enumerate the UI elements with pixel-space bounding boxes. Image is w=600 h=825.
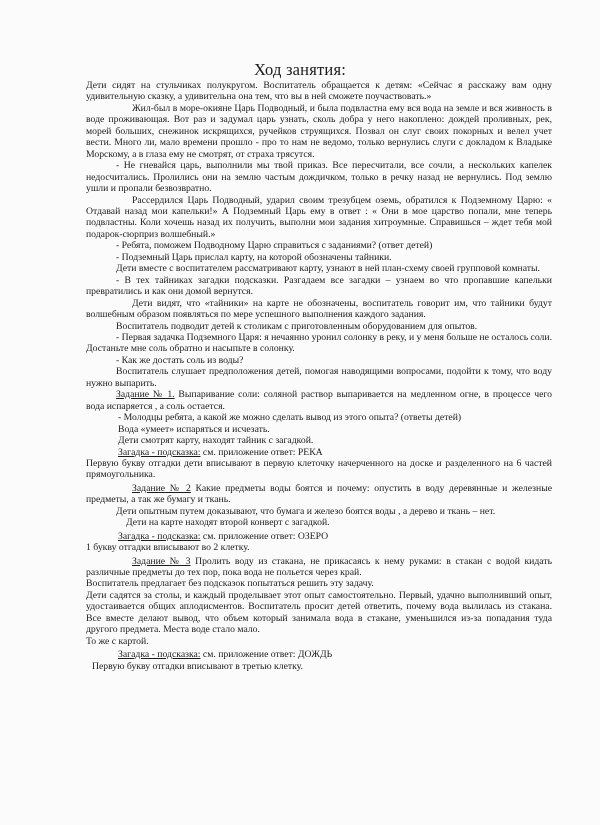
document-body [86,80,552,672]
paragraph: Жил-был в море-окияне Царь Подводный, и была подвластна ему вся вода на земле и вся живность в воде проживающая. Вот раз и задумал царь узнать, сколь добра у него накоплено: дождей проливных, рек, морей больших, снежинок искрящихся, ручейков струящихся. Позвал он слуг своих покорных и велел учет вести. Много ли, мало времени прошло - про то нам не ведомо, только вернулись слуги с докладом к Владыке Морскому, а в глаза ему не смотрят, от страха трясутся. [86,102,552,160]
task-3-paragraph [86,556,552,579]
task-3-after: Первую букву отгадки вписывают в третью клетку. [92,660,303,672]
task-3-text: Пролить воду из стакана, не прикасаясь к нему руками: в стакан с водой кидать различные предметы до тех пор, пока вода не польется через край. [86,555,552,579]
task-3-p1: Воспитатель предлагает без подсказок попытаться решить эту задачу. [86,578,374,590]
task-2-hint [86,531,552,542]
paragraph: - Первая задачка Подземного Царя: я нечаянно уронил солонку в реку, и у меня больше не осталось соли. Достаньте мне соль обратно и насыпьте в солонку. [86,331,552,355]
paragraph: Рассердился Царь Подводный, ударил своим трезубцем оземь, обратился к Подземному Царю: « Отдавай назад мои капельки!» А Подземный Царь ему в ответ : « Они в мое царство попали, мне теперь подвластны. Коли хочешь назад их получить, выполни мои задания хитроумные. Справишься – ждет тебя мой подарок-сюрприз волшебный.» [86,194,552,240]
task-1-label: Задание № 1. [116,389,175,401]
paragraph: Воспитатель подводит детей к столикам с приготовленным оборудованием для опытов. [116,320,478,332]
task-3-p3: То же с картой. [86,635,149,647]
task-3-hint [86,649,552,660]
paragraph: Дети видят, что «тайники» на карте не обозначены, воспитатель говорит им, что тайники будут волшебным образом появляться по мере успешного выполнения каждого задания. [86,297,552,321]
task-1-question: - Молодцы ребята, а какой же можно сделать вывод из этого опыта? (ответы детей) [118,412,462,424]
task-1-after: Первую букву отгадки дети вписывают в первую клеточку начерченного на доске и разделенного на 6 частей прямоугольника. [86,457,552,481]
hint-answer: см. приложение ответ: ДОЖДЬ [200,649,333,661]
paragraph: - Ребята, поможем Подводному Царю справиться с заданиями? (ответ детей) [116,240,433,252]
hint-label: Загадка - подсказка: [118,530,201,542]
task-3-p2: Дети садятся за столы, и каждый проделывает этот опыт самостоятельно. Первый, удачно выполнивший опыт, удостаивается общих аплодисментов. Воспитатель просит детей ответить, почему вода вылилась из стакана. Все вместе делают вывод, что объем который занимала вода в стакане, уменьшился из-за попадания туда другого предмета. Места воде стало мало. [86,589,552,636]
task-2-after: 1 букву отгадки вписывают во 2 клетку. [86,542,250,554]
task-2-paragraph [86,483,552,506]
paragraph: - Подземный Царь прислал карту, на которой обозначены тайники. [116,251,392,263]
task-1-conclusion: Вода «умеет» испаряться и исчезать. [118,423,270,435]
paragraph: Дети сидят на стульчиках полукругом. Воспитатель обращается к детям: «Сейчас я расскажу вам одну удивительную сказку, а удивительна она тем, что вы в ней сможете поучаствовать.» [86,80,552,103]
paragraph: - Как же достать соль из воды? [116,354,244,366]
task-3-label: Задание № 3 [132,555,191,567]
page-title: Ход занятия: [253,60,347,79]
task-2-text: Какие предметы воды боятся и почему: опустить в воду деревянные и железные предметы, а так же бумагу и ткань. [86,482,552,506]
hint-label: Загадка - подсказка: [118,649,201,661]
paragraph: Воспитатель слушает предположения детей, помогая наводящими вопросами, подойти к тому, что воду нужно выпарить. [86,366,552,389]
task-1-text: Выпаривание соли: соляной раствор выпаривается на медленном огне, в процессе чего вода испаряется , а соль остается. [86,389,552,412]
task-1-map: Дети смотрят карту, находят тайник с загадкой. [118,435,314,447]
paragraph: - Не гневайся царь, выполнили мы твой приказ. Все пересчитали, все сочли, а нескольких капелек недосчитались. Пролились они на землю частым дождичком, только в речку назад не вернулись. Под землю ушли и пропали безвозвратно. [86,160,552,195]
task-1-hint [86,447,552,458]
paragraph: - В тех тайниках загадки подсказки. Разгадаем все загадки – узнаем во что пропавшие капельки превратились и как они домой вернутся. [86,274,552,298]
task-2-label: Задание № 2 [132,482,191,494]
hint-label: Загадка - подсказка: [118,446,201,458]
task-2-map: Дети на карте находят второй конверт с загадкой. [126,517,330,529]
task-2-experiment: Дети опытным путем доказывают, что бумага и железо боятся воды , а дерево и ткань – нет. [116,505,496,517]
hint-answer: см. приложение ответ: РЕКА [200,446,323,458]
paragraph: Дети вместе с воспитателем рассматривают карту, узнают в ней план-схему своей групповой комнаты. [116,263,540,275]
hint-answer: см. приложение ответ: ОЗЕРО [200,530,329,542]
task-1-paragraph [86,389,552,412]
